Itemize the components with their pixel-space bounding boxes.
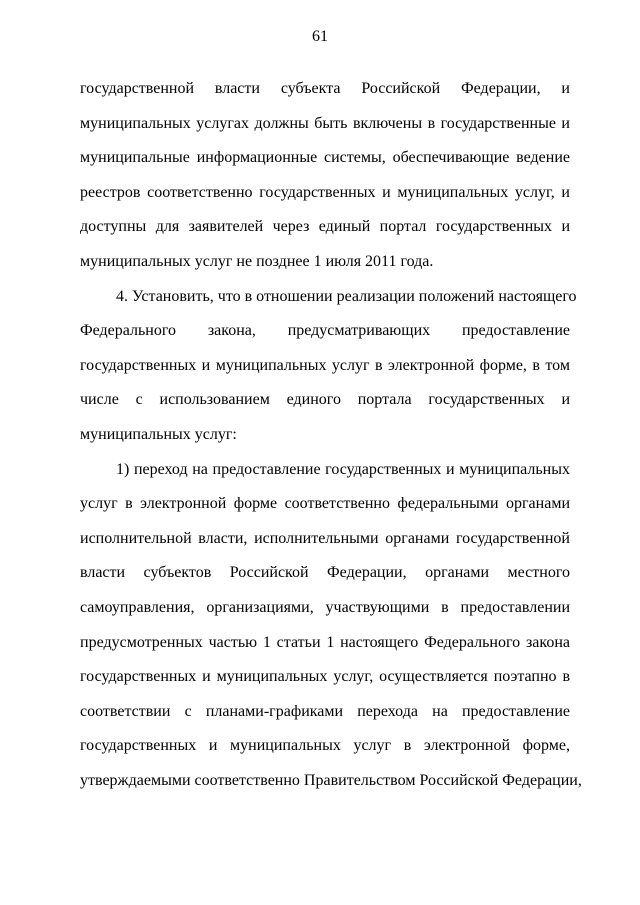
text-line: муниципальных услуг: <box>80 425 237 443</box>
text-line: муниципальных услугах должны быть включены в государственные и <box>80 114 570 132</box>
text-line: исполнительной власти, исполнительными органами государственной <box>80 529 570 547</box>
text-line: утверждаемыми соответственно Правительством Российской Федерации, <box>80 771 582 789</box>
text-line: реестров соответственно государственных и муниципальных услуг, и <box>80 183 570 201</box>
text-line: услуг в электронной форме соответственно федеральными органами <box>80 495 570 513</box>
text-line: государственной власти субъекта Российской Федерации, и <box>80 80 570 97</box>
text-line: самоуправления, организациями, участвующими в предоставлении <box>80 598 570 616</box>
text-line: числе с использованием единого портала государственных и <box>80 391 570 409</box>
text-line: государственных и муниципальных услуг, осуществляется поэтапно в <box>80 668 570 686</box>
paragraph-subitem-1 <box>80 453 582 799</box>
text-line: муниципальных услуг не позднее 1 июля 2011 года. <box>80 252 434 270</box>
text-line: предусмотренных частью 1 статьи 1 настоящего Федерального закона <box>80 633 570 651</box>
document-body <box>80 72 582 798</box>
paragraph-continuation <box>80 72 570 280</box>
paragraph-item-4 <box>80 280 577 453</box>
text-line: государственных и муниципальных услуг в электронной форме, <box>80 737 570 755</box>
text-line: власти субъектов Российской Федерации, органами местного <box>80 564 570 582</box>
text-line: муниципальные информационные системы, обеспечивающие ведение <box>80 149 570 167</box>
text-line: соответствии с планами-графиками перехода на предоставление <box>80 702 570 720</box>
text-line: доступны для заявителей через единый портал государственных и <box>80 218 570 236</box>
page-number: 61 <box>312 28 328 45</box>
text-line: государственных и муниципальных услуг в электронной форме, в том <box>80 356 570 374</box>
text-line: 1) переход на предоставление государственных и муниципальных <box>116 460 570 478</box>
text-line: Федерального закона, предусматривающих предоставление <box>80 322 570 340</box>
text-line: 4. Установить, что в отношении реализации положений настоящего <box>116 287 577 305</box>
